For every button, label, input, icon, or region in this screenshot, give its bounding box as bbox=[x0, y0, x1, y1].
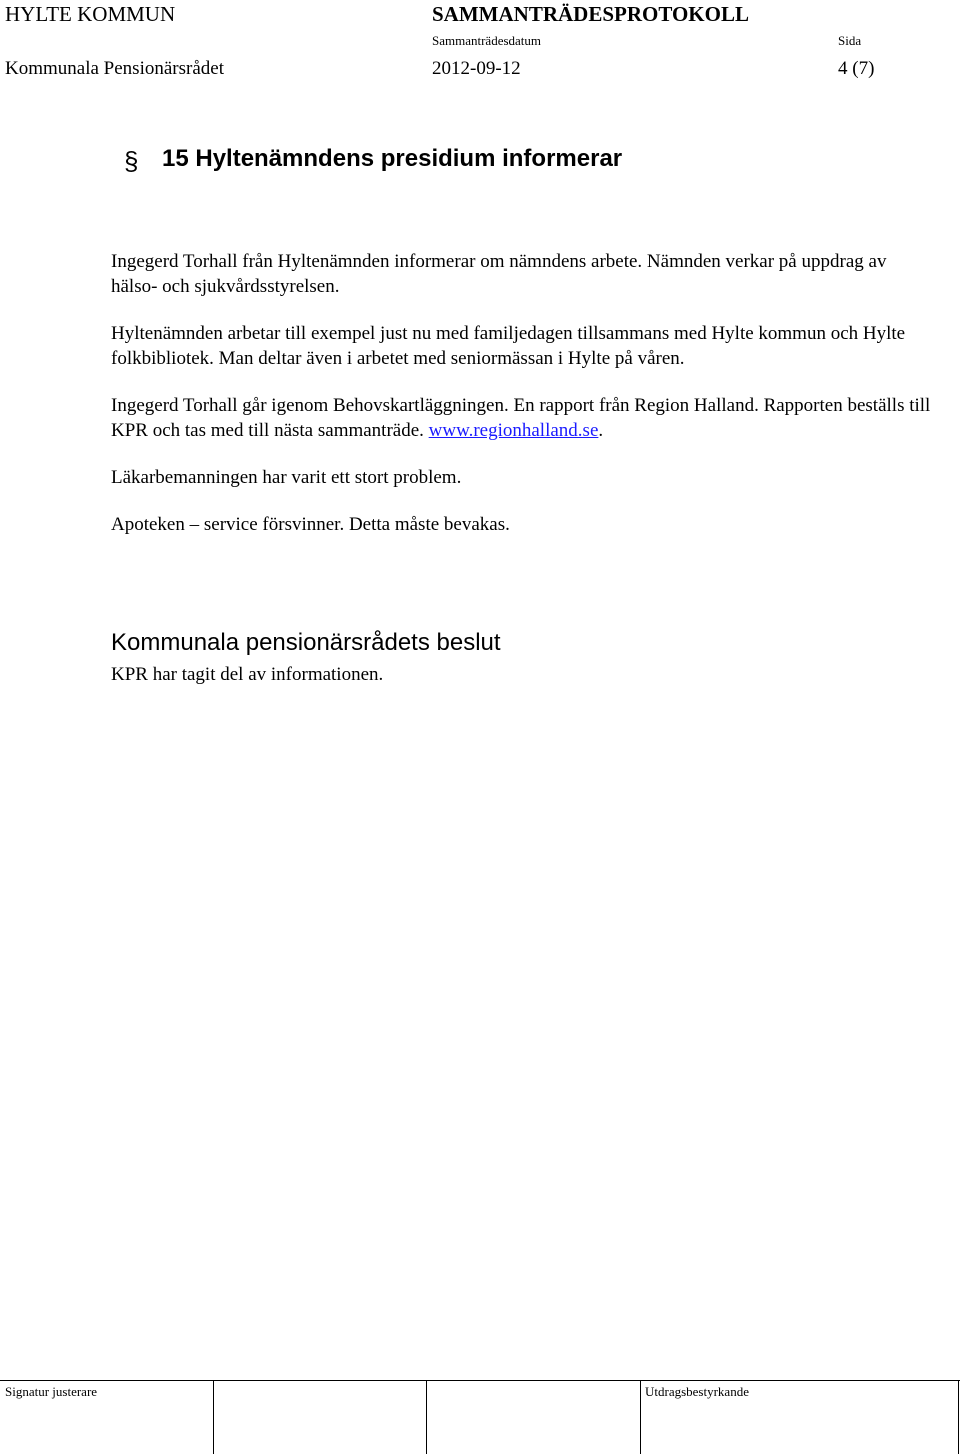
organization-name: HYLTE KOMMUN bbox=[5, 2, 176, 26]
section-title: 15 Hyltenämndens presidium informerar bbox=[162, 145, 623, 172]
paragraph-2: Hyltenämnden arbetar till exempel just nu med familjedagen tillsammans med Hylte kommun och Hylte folkbibliotek. Man deltar även i arbetet med seniormässan i Hylte på våren. bbox=[111, 323, 906, 369]
paragraph-4: Läkarbemanningen har varit ett stort problem. bbox=[111, 467, 462, 488]
meeting-date-label: Sammanträdesdatum bbox=[432, 33, 542, 48]
document-type: SAMMANTRÄDESPROTOKOLL bbox=[432, 2, 749, 26]
paragraph-5: Apoteken – service försvinner. Detta måste bevakas. bbox=[111, 514, 510, 535]
minutes-body bbox=[111, 249, 931, 559]
decision-heading: Kommunala pensionärsrådets beslut bbox=[111, 629, 501, 656]
signature-label: Signatur justerare bbox=[5, 1384, 98, 1399]
extract-label: Utdragsbestyrkande bbox=[645, 1384, 749, 1399]
decision-text: KPR har tagit del av informationen. bbox=[111, 664, 384, 685]
paragraph-1: Ingegerd Torhall från Hyltenämnden informerar om nämndens arbete. Nämnden verkar på uppdrag av hälso- och sjukvårdsstyrelsen. bbox=[111, 251, 887, 297]
footer-cell-divider bbox=[640, 1380, 641, 1454]
paragraph-3-text: Ingegerd Torhall går igenom Behovskartläggningen. En rapport från Region Halland. Rapporten beställs till KPR och tas med till nästa sammanträde. bbox=[111, 395, 931, 441]
region-halland-link[interactable]: www.regionhalland.se bbox=[428, 420, 599, 441]
page-number: 4 (7) bbox=[838, 58, 875, 79]
footer-cell-divider bbox=[958, 1380, 959, 1454]
footer-divider bbox=[0, 1380, 960, 1381]
page-label: Sida bbox=[838, 33, 862, 48]
section-symbol: § bbox=[124, 146, 139, 176]
paragraph-3 bbox=[111, 393, 931, 443]
paragraph-3-end: . bbox=[598, 420, 604, 441]
footer-cell-divider bbox=[426, 1380, 427, 1454]
footer-cell-divider bbox=[213, 1380, 214, 1454]
meeting-date: 2012-09-12 bbox=[432, 58, 521, 79]
body-name: Kommunala Pensionärsrådet bbox=[5, 58, 224, 79]
